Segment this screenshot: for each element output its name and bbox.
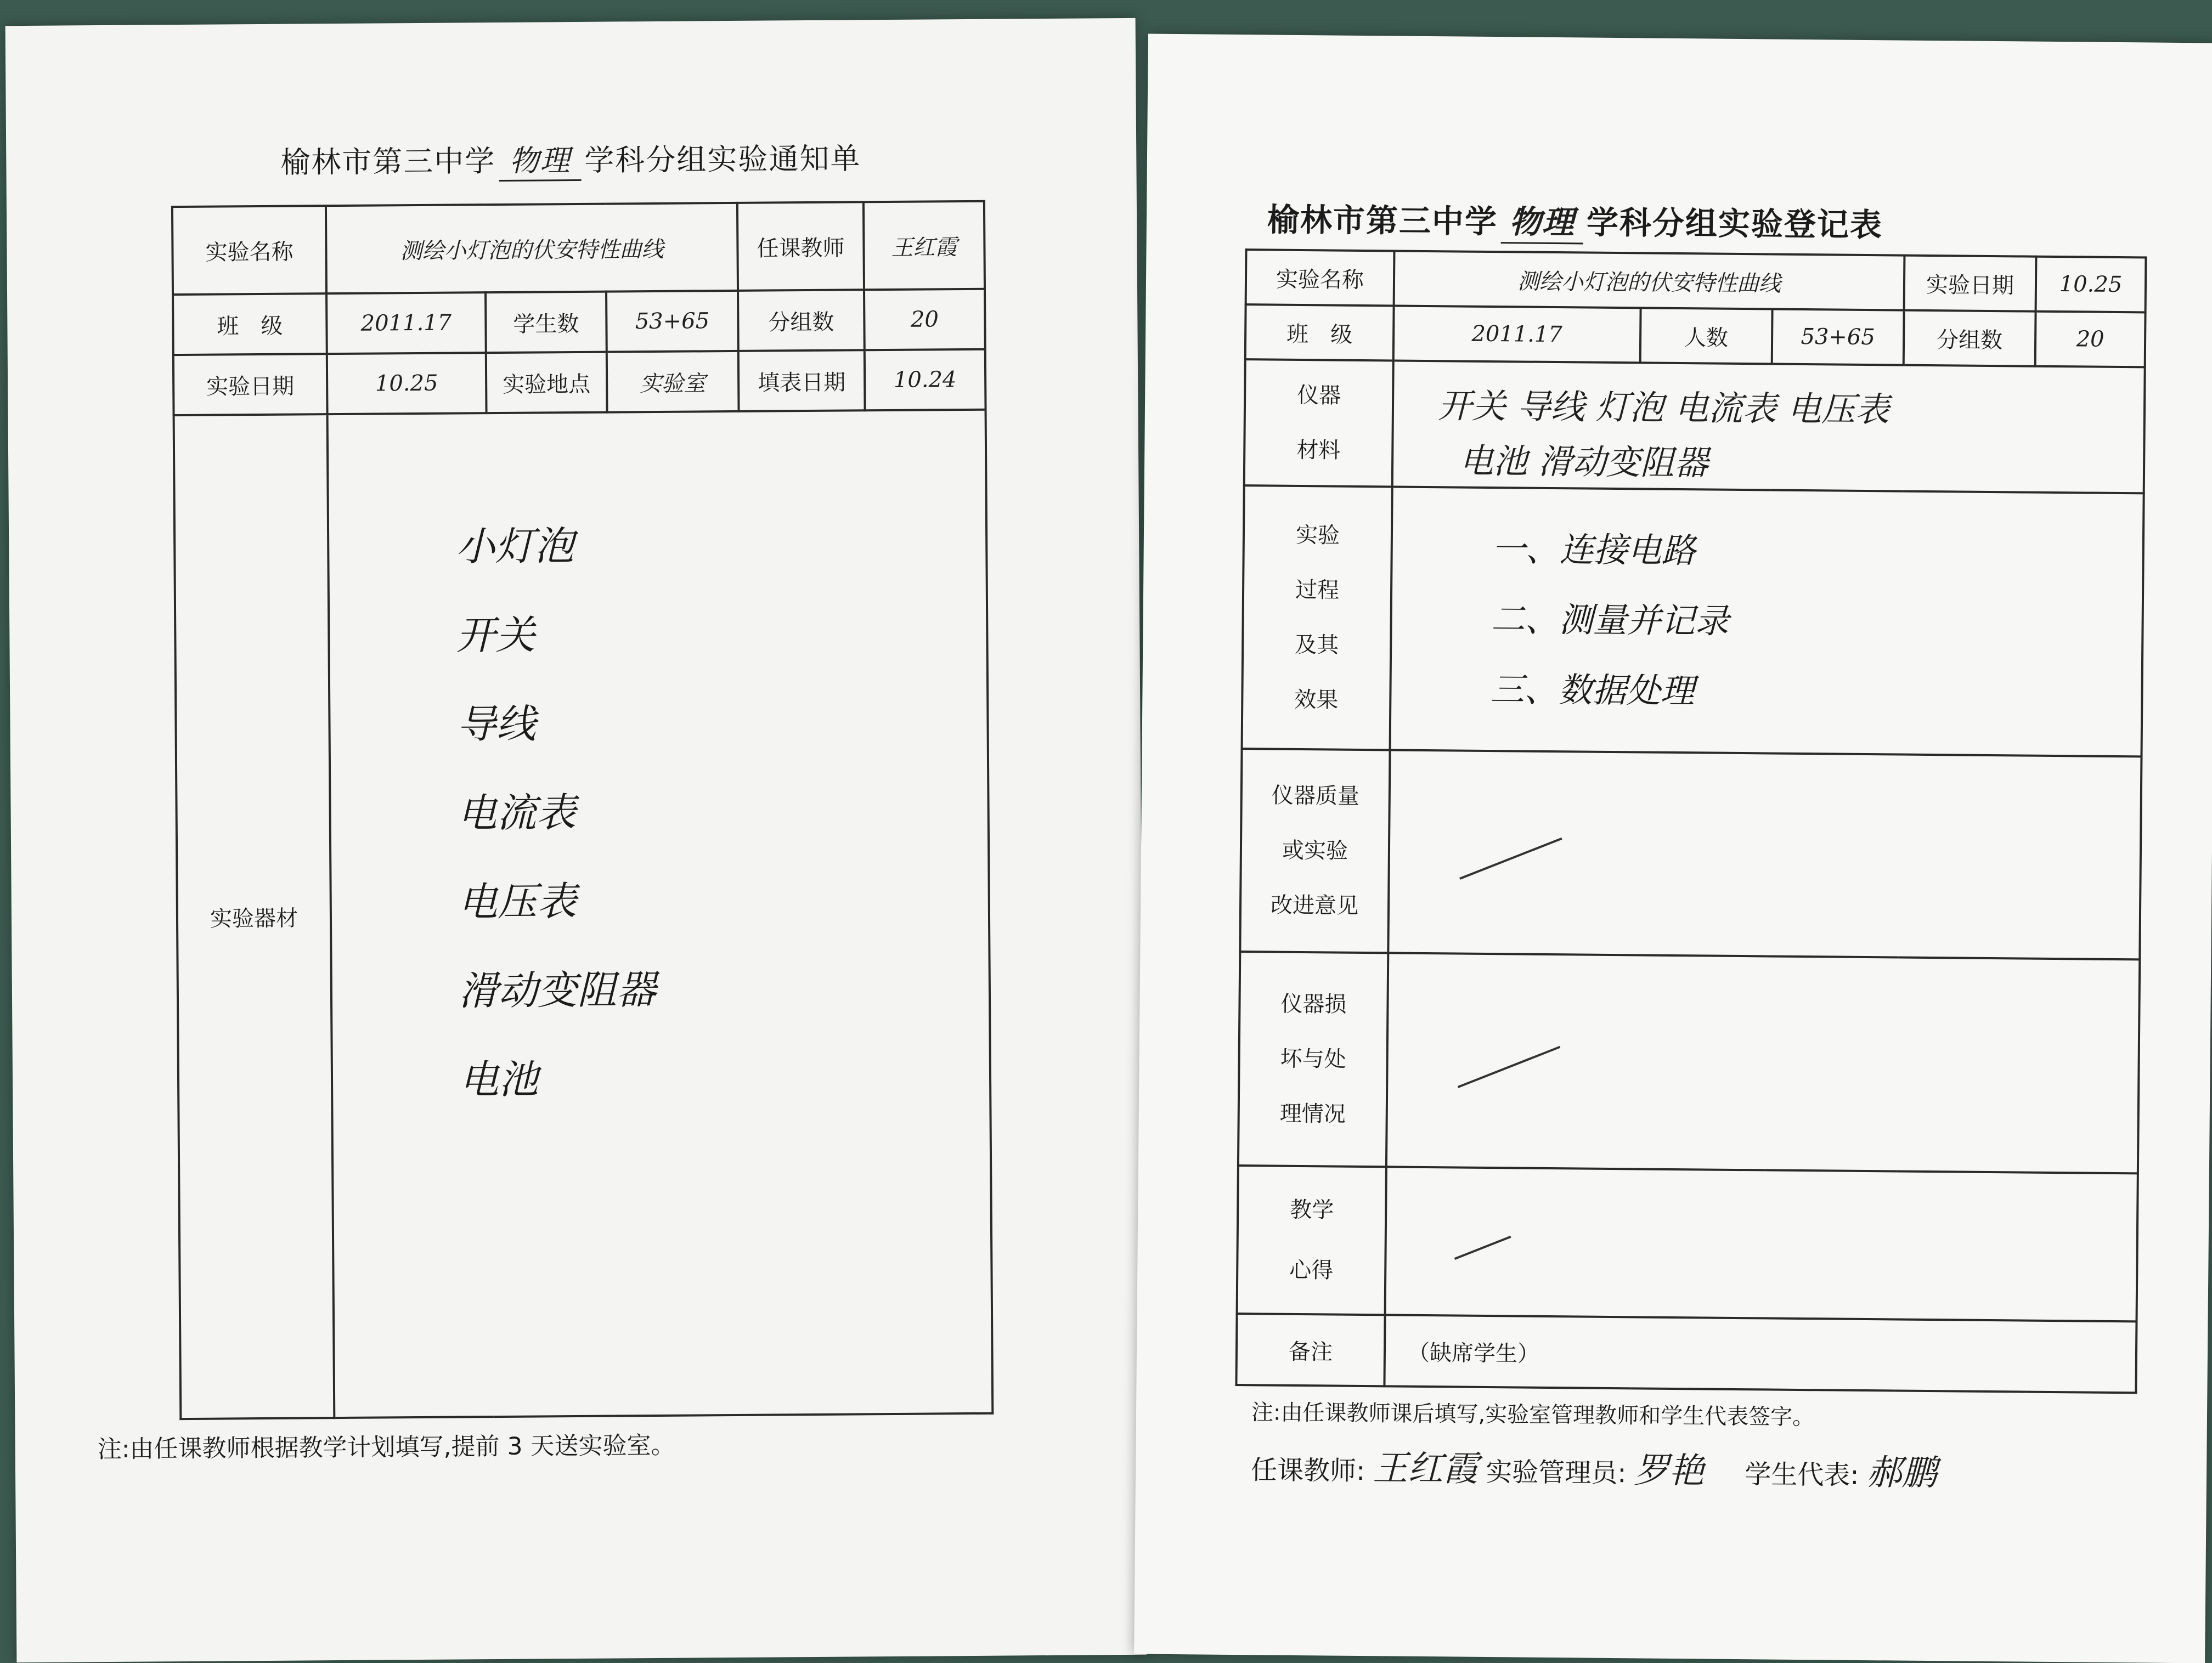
value-exp-date: 10.25 <box>327 353 487 414</box>
title-suffix: 学科分组实验通知单 <box>584 141 861 178</box>
value-groups: 20 <box>2035 312 2146 367</box>
title-subject: 物理 <box>1501 196 1584 244</box>
title-subject: 物理 <box>499 137 582 182</box>
process-step: 二、测量并记录 <box>1491 599 1729 641</box>
label-quality: 仪器质量 或实验 改进意见 <box>1240 749 1390 953</box>
sig-student-label: 学生代表: <box>1745 1459 1859 1491</box>
damage-value <box>1386 953 2140 1173</box>
label-location: 实验地点 <box>486 352 607 414</box>
equipment-item: 电池 <box>459 1056 539 1103</box>
value-location: 实验室 <box>607 351 739 412</box>
teaching-value <box>1385 1167 2138 1321</box>
title-prefix: 榆林市第三中学 <box>280 143 496 180</box>
record-title <box>1267 194 1883 247</box>
label-teacher: 任课教师 <box>737 202 864 291</box>
value-exp-name: 测绘小灯泡的伏安特性曲线 <box>1394 251 1905 310</box>
label-fill-date: 填表日期 <box>738 350 865 411</box>
sig-teacher-label: 任课教师: <box>1250 1455 1365 1487</box>
notice-sheet <box>5 18 1147 1662</box>
value-remarks: （缺席学生） <box>1384 1315 2136 1393</box>
label-equipment: 实验器材 <box>174 414 335 1419</box>
sig-student: 郝鹏 <box>1866 1452 1937 1494</box>
label-remarks: 备注 <box>1236 1314 1385 1386</box>
value-exp-date: 10.25 <box>2036 257 2146 313</box>
dash-mark <box>1459 838 1562 880</box>
value-class: 2011.17 <box>326 292 486 354</box>
label-damage: 仪器损 坏与处 理情况 <box>1238 952 1388 1167</box>
label-process: 实验 过程 及其 效果 <box>1242 485 1392 750</box>
instruments-value <box>1392 360 2145 493</box>
label-exp-date: 实验日期 <box>1904 256 2036 312</box>
equipment-item: 电压表 <box>458 878 577 925</box>
label-exp-name: 实验名称 <box>1246 250 1395 306</box>
label-students: 学生数 <box>486 292 607 353</box>
label-count: 人数 <box>1640 308 1773 364</box>
label-class: 班 级 <box>1245 304 1394 360</box>
label-instruments: 仪器 材料 <box>1244 359 1393 487</box>
title-prefix: 榆林市第三中学 <box>1267 201 1498 241</box>
equipment-item: 电流表 <box>457 789 576 836</box>
equipment-list <box>328 410 993 1418</box>
value-exp-name: 测绘小灯泡的伏安特性曲线 <box>326 203 738 293</box>
process-step: 一、连接电路 <box>1491 529 1696 571</box>
label-teaching: 教学 心得 <box>1237 1166 1386 1315</box>
quality-value <box>1388 750 2141 959</box>
instruments-line: 电池 滑动变阻器 <box>1459 440 1709 483</box>
label-groups: 分组数 <box>1904 310 2036 366</box>
equipment-item: 开关 <box>456 612 535 659</box>
equipment-item: 滑动变阻器 <box>458 966 657 1014</box>
title-suffix: 学科分组实验登记表 <box>1586 203 1883 244</box>
notice-title <box>280 135 861 183</box>
process-list <box>1390 487 2144 756</box>
dash-mark <box>1458 1046 1561 1088</box>
dash-mark <box>1454 1236 1511 1260</box>
notice-footnote: 注:由任课教师根据教学计划填写,提前 3 天送实验室。 <box>97 1431 675 1464</box>
label-exp-name: 实验名称 <box>172 206 326 295</box>
instruments-line: 开关 导线 灯泡 电流表 电压表 <box>1437 386 1890 430</box>
value-students: 53+65 <box>606 291 738 352</box>
record-footnote: 注:由任课教师课后填写,实验室管理教师和学生代表签字。 <box>1251 1400 1815 1430</box>
label-exp-date: 实验日期 <box>173 354 328 415</box>
value-count: 53+65 <box>1772 309 1904 365</box>
equipment-item: 小灯泡 <box>455 523 574 570</box>
process-step: 三、数据处理 <box>1490 669 1695 711</box>
record-table <box>1235 248 2147 1394</box>
value-class: 2011.17 <box>1393 306 1641 363</box>
value-fill-date: 10.24 <box>865 349 986 411</box>
sig-admin-label: 实验管理员: <box>1486 1457 1627 1489</box>
value-teacher: 王红霞 <box>864 201 985 290</box>
label-groups: 分组数 <box>738 290 865 351</box>
sig-teacher: 王红霞 <box>1372 1448 1479 1490</box>
notice-table <box>171 200 994 1420</box>
record-sheet <box>1134 34 2212 1663</box>
sig-admin: 罗艳 <box>1634 1450 1705 1492</box>
signature-row <box>1251 1439 1945 1495</box>
label-class: 班 级 <box>173 293 327 355</box>
value-groups: 20 <box>864 289 985 350</box>
equipment-item: 导线 <box>456 700 536 748</box>
